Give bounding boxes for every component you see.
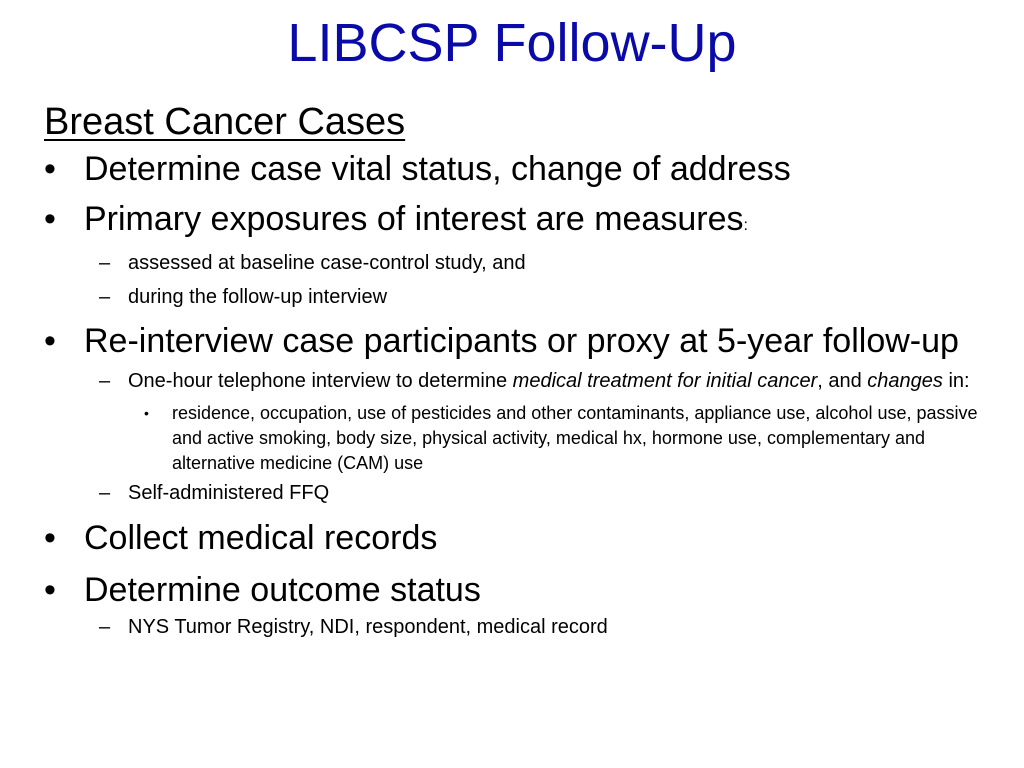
dash-marker: – bbox=[99, 286, 111, 308]
section-heading: Breast Cancer Cases bbox=[44, 101, 406, 143]
slide-title: LIBCSP Follow-Up bbox=[287, 13, 737, 73]
sub-bullet-text: assessed at baseline case-control study, and bbox=[128, 252, 526, 274]
sub-bullet-text: during the follow-up interview bbox=[128, 286, 388, 308]
bullet-marker: • bbox=[44, 571, 56, 609]
sub-bullet-text-part: One-hour telephone interview to determine bbox=[128, 370, 513, 392]
sub-bullet-text-part: , and bbox=[817, 370, 868, 392]
bullet-text: Primary exposures of interest are measures bbox=[84, 200, 744, 238]
slide-body bbox=[44, 97, 994, 640]
sub-sub-bullet-text: residence, occupation, use of pesticides and other contaminants, appliance use, alcohol use, passive and active smoking, body size, physical activity, medical hx, hormone use, complementary and alternative medicine (CAM) use bbox=[172, 403, 978, 473]
bullet-colon: : bbox=[743, 217, 748, 234]
bullet-outcome-status bbox=[44, 570, 994, 610]
sub-bullet-text-part: in: bbox=[942, 370, 970, 392]
dash-marker: – bbox=[99, 370, 111, 392]
sub-bullet-baseline bbox=[84, 251, 994, 276]
bullet-text: Re-interview case participants or proxy at 5-year follow-up bbox=[84, 322, 959, 360]
small-bullet-marker: • bbox=[144, 405, 149, 421]
bullet-medical-records bbox=[44, 518, 994, 558]
bullet-vital-status bbox=[44, 149, 994, 189]
bullet-text: Determine outcome status bbox=[84, 571, 481, 609]
dash-marker: – bbox=[99, 616, 111, 638]
bullet-primary-exposures bbox=[44, 199, 994, 246]
bullet-marker: • bbox=[44, 200, 56, 238]
dash-marker: – bbox=[99, 252, 111, 274]
bullet-marker: • bbox=[44, 322, 56, 360]
bullet-marker: • bbox=[44, 150, 56, 188]
dash-marker: – bbox=[99, 482, 111, 504]
bullet-marker: • bbox=[44, 519, 56, 557]
bullet-text: Determine case vital status, change of address bbox=[84, 150, 791, 188]
sub-bullet-registry-sources bbox=[84, 615, 994, 640]
sub-bullet-text: Self-administered FFQ bbox=[128, 482, 330, 504]
bullet-reinterview bbox=[44, 321, 994, 361]
sub-bullet-telephone-interview bbox=[84, 369, 994, 394]
sub-sub-bullet-exposures-list bbox=[128, 401, 994, 476]
bullet-text: Collect medical records bbox=[84, 519, 438, 557]
sub-bullet-followup-interview bbox=[84, 285, 994, 310]
emphasis-medical-treatment: medical treatment for initial cancer bbox=[512, 370, 818, 392]
sub-bullet-ffq bbox=[84, 481, 994, 506]
emphasis-changes: changes bbox=[867, 370, 943, 392]
sub-bullet-text: NYS Tumor Registry, NDI, respondent, medical record bbox=[128, 616, 608, 638]
